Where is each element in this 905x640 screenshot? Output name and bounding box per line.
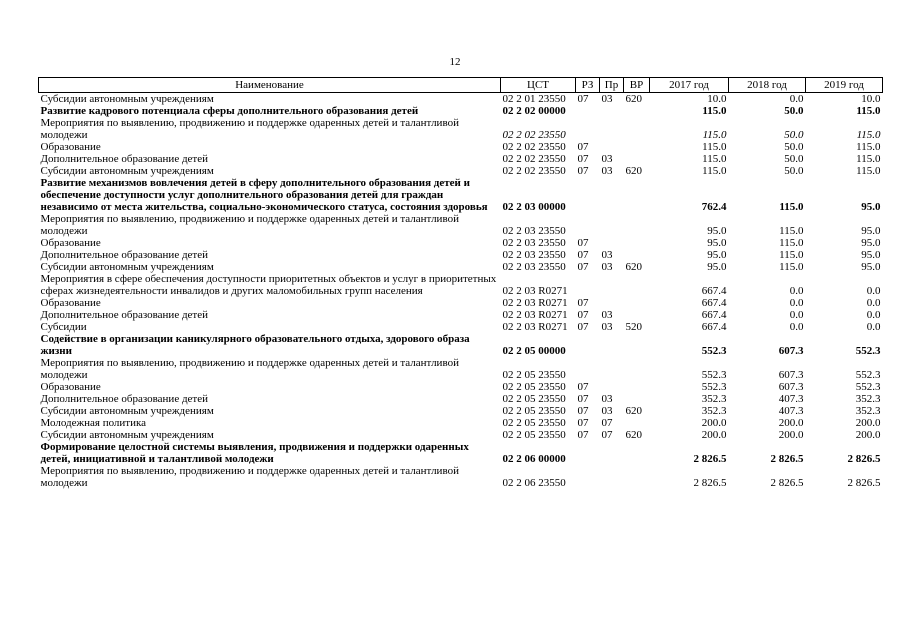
row-rz (576, 213, 600, 237)
row-vr (624, 273, 650, 297)
row-vr (624, 213, 650, 237)
row-value-2017: 95.0 (707, 225, 727, 237)
row-cst-code: 02 2 05 23550 (502, 381, 566, 393)
table-row (39, 153, 883, 165)
row-pr (600, 105, 624, 117)
row-rz: 07 (577, 237, 589, 249)
row-value-2018: 0.0 (789, 309, 804, 321)
row-value-2019: 115.0 (856, 129, 881, 141)
row-cst-code: 02 2 03 R0271 (502, 321, 568, 333)
row-name: Формирование целостной системы выявления, продвижения и поддержки одаренных детей, инициативной и талантливой молодежи (40, 441, 469, 465)
row-rz: 07 (577, 381, 589, 393)
row-rz (576, 465, 600, 489)
header-pr: Пр (600, 78, 624, 93)
row-value-2019: 200.0 (855, 417, 881, 429)
row-rz (576, 105, 600, 117)
table-row (39, 429, 883, 441)
row-rz: 07 (577, 393, 589, 405)
row-name: Молодежная политика (40, 417, 147, 429)
row-value-2019: 552.3 (855, 381, 881, 393)
row-value-2017: 95.0 (707, 237, 727, 249)
row-name: Мероприятия по выявлению, продвижению и поддержке одаренных детей и талантливой молодежи (40, 465, 459, 489)
row-value-2018: 0.0 (789, 321, 804, 333)
table-row (39, 237, 883, 249)
row-vr (624, 441, 650, 465)
row-value-2019: 352.3 (855, 393, 881, 405)
row-vr (624, 357, 650, 381)
table-row (39, 177, 883, 213)
row-name: Мероприятия по выявлению, продвижению и поддержке одаренных детей и талантливой молодежи (40, 117, 459, 141)
row-pr (600, 237, 624, 249)
row-rz: 07 (577, 261, 589, 273)
row-cst-code: 02 2 03 00000 (502, 201, 566, 213)
row-value-2018: 607.3 (778, 345, 804, 357)
row-pr (600, 465, 624, 489)
row-vr (624, 237, 650, 249)
table-row (39, 249, 883, 261)
row-value-2019: 0.0 (866, 321, 881, 333)
row-value-2017: 115.0 (702, 129, 727, 141)
row-value-2017: 10.0 (707, 93, 727, 105)
row-value-2017: 552.3 (701, 345, 727, 357)
row-vr (624, 309, 650, 321)
header-rz: РЗ (576, 78, 600, 93)
row-name: Субсидии автономным учреждениям (40, 93, 214, 105)
row-value-2017: 115.0 (702, 105, 727, 117)
row-value-2018: 0.0 (789, 285, 804, 297)
row-pr: 07 (601, 417, 613, 429)
row-pr: 03 (601, 393, 613, 405)
row-pr (600, 273, 624, 297)
table-row (39, 309, 883, 321)
row-vr (624, 141, 650, 153)
row-vr: 520 (625, 321, 642, 333)
row-cst-code: 02 2 06 23550 (502, 477, 566, 489)
row-rz: 07 (577, 153, 589, 165)
row-value-2018: 0.0 (789, 297, 804, 309)
row-value-2017: 115.0 (702, 153, 727, 165)
row-pr (600, 297, 624, 309)
row-vr: 620 (625, 93, 642, 105)
row-value-2018: 0.0 (789, 93, 804, 105)
table-row (39, 381, 883, 393)
page-number: 12 (449, 56, 461, 68)
table-row (39, 117, 883, 141)
row-value-2019: 95.0 (861, 249, 881, 261)
table-row (39, 405, 883, 417)
row-value-2018: 115.0 (779, 249, 804, 261)
row-vr (624, 249, 650, 261)
table-row (39, 261, 883, 273)
row-value-2018: 2 826.5 (770, 477, 804, 489)
row-value-2017: 667.4 (701, 309, 727, 321)
table-row (39, 417, 883, 429)
row-vr (624, 333, 650, 357)
row-value-2017: 352.3 (701, 405, 727, 417)
row-name: Образование (40, 237, 101, 249)
row-name: Субсидии автономным учреждениям (40, 165, 214, 177)
row-cst-code: 02 2 03 23550 (502, 261, 566, 273)
row-value-2017: 115.0 (702, 141, 727, 153)
row-value-2017: 552.3 (701, 381, 727, 393)
row-vr (624, 381, 650, 393)
row-value-2019: 552.3 (855, 369, 881, 381)
row-value-2017: 95.0 (707, 261, 727, 273)
row-pr: 03 (601, 321, 613, 333)
row-vr: 620 (625, 429, 642, 441)
row-rz: 07 (577, 417, 589, 429)
row-value-2018: 50.0 (784, 141, 804, 153)
row-cst-code: 02 2 05 23550 (502, 417, 566, 429)
row-value-2019: 95.0 (861, 201, 881, 213)
row-vr: 620 (625, 405, 642, 417)
row-pr (600, 177, 624, 213)
table-row (39, 441, 883, 465)
row-name: Содействие в организации каникулярного образовательного отдыха, здорового образа жизни (40, 333, 470, 357)
row-rz: 07 (577, 405, 589, 417)
row-cst-code: 02 2 05 23550 (502, 405, 566, 417)
row-rz (576, 117, 600, 141)
row-rz: 07 (577, 309, 589, 321)
row-value-2018: 115.0 (779, 237, 804, 249)
header-name: Наименование (39, 78, 501, 93)
row-name: Развитие кадрового потенциала сферы дополнительного образования детей (40, 105, 419, 117)
row-value-2017: 762.4 (701, 201, 727, 213)
header-cst: ЦСТ (501, 78, 576, 93)
header-2018: 2018 год (729, 78, 806, 93)
row-value-2018: 50.0 (784, 105, 804, 117)
table-row (39, 213, 883, 237)
row-cst-code: 02 2 03 23550 (502, 225, 566, 237)
row-cst-code: 02 2 01 23550 (502, 93, 566, 105)
row-value-2019: 10.0 (861, 93, 881, 105)
row-name: Дополнительное образование детей (40, 309, 209, 321)
row-value-2019: 95.0 (861, 225, 881, 237)
row-rz (576, 441, 600, 465)
row-vr (624, 417, 650, 429)
row-value-2019: 115.0 (856, 141, 881, 153)
row-value-2019: 95.0 (861, 261, 881, 273)
row-value-2018: 115.0 (779, 261, 804, 273)
row-rz: 07 (577, 429, 589, 441)
table-row (39, 465, 883, 489)
row-name: Мероприятия по выявлению, продвижению и поддержке одаренных детей и талантливой молодежи (40, 213, 459, 237)
row-cst-code: 02 2 03 R0271 (502, 285, 568, 297)
budget-table (38, 77, 883, 489)
row-name: Мероприятия по выявлению, продвижению и поддержке одаренных детей и талантливой молодежи (40, 357, 459, 381)
row-cst-code: 02 2 03 R0271 (502, 297, 568, 309)
row-value-2019: 115.0 (856, 105, 881, 117)
row-value-2018: 200.0 (778, 417, 804, 429)
row-rz (576, 333, 600, 357)
row-value-2017: 200.0 (701, 417, 727, 429)
row-value-2019: 0.0 (866, 285, 881, 297)
row-pr: 03 (601, 405, 613, 417)
row-value-2018: 2 826.5 (770, 453, 804, 465)
table-row (39, 93, 883, 106)
row-cst-code: 02 2 02 23550 (502, 141, 566, 153)
row-vr (624, 465, 650, 489)
row-vr: 620 (625, 165, 642, 177)
row-name: Субсидии автономным учреждениям (40, 261, 214, 273)
table-row (39, 393, 883, 405)
row-value-2019: 2 826.5 (847, 477, 881, 489)
table-header (39, 78, 883, 93)
row-rz (576, 357, 600, 381)
row-pr (600, 213, 624, 237)
row-value-2018: 607.3 (778, 381, 804, 393)
row-pr: 03 (601, 153, 613, 165)
row-value-2019: 115.0 (856, 165, 881, 177)
table-row (39, 357, 883, 381)
row-value-2019: 0.0 (866, 297, 881, 309)
row-pr (600, 141, 624, 153)
row-value-2018: 50.0 (784, 165, 804, 177)
row-value-2018: 115.0 (779, 225, 804, 237)
row-value-2018: 407.3 (778, 405, 804, 417)
row-name: Субсидии автономным учреждениям (40, 405, 214, 417)
row-cst-code: 02 2 05 23550 (502, 369, 566, 381)
row-pr: 03 (601, 249, 613, 261)
row-value-2019: 115.0 (856, 153, 881, 165)
row-cst-code: 02 2 05 00000 (502, 345, 566, 357)
table-row (39, 273, 883, 297)
table-row (39, 321, 883, 333)
row-value-2017: 552.3 (701, 369, 727, 381)
row-value-2018: 407.3 (778, 393, 804, 405)
row-vr (624, 297, 650, 309)
row-vr (624, 177, 650, 213)
row-value-2017: 667.4 (701, 285, 727, 297)
row-pr (600, 381, 624, 393)
row-name: Образование (40, 381, 101, 393)
row-value-2017: 352.3 (701, 393, 727, 405)
row-rz: 07 (577, 93, 589, 105)
row-cst-code: 02 2 02 23550 (502, 129, 566, 141)
row-pr: 03 (601, 165, 613, 177)
row-value-2019: 95.0 (861, 237, 881, 249)
header-2017: 2017 год (650, 78, 729, 93)
row-value-2018: 607.3 (778, 369, 804, 381)
row-cst-code: 02 2 05 23550 (502, 429, 566, 441)
row-rz (576, 273, 600, 297)
row-pr (600, 357, 624, 381)
row-cst-code: 02 2 03 R0271 (502, 309, 568, 321)
row-rz: 07 (577, 297, 589, 309)
row-vr (624, 117, 650, 141)
row-name: Образование (40, 297, 101, 309)
row-value-2019: 552.3 (855, 345, 881, 357)
row-pr (600, 117, 624, 141)
header-vr: ВР (624, 78, 650, 93)
row-value-2019: 2 826.5 (847, 453, 881, 465)
row-cst-code: 02 2 05 23550 (502, 393, 566, 405)
row-rz: 07 (577, 249, 589, 261)
row-name: Субсидии автономным учреждениям (40, 429, 214, 441)
table-row (39, 105, 883, 117)
row-vr (624, 153, 650, 165)
row-value-2018: 50.0 (784, 153, 804, 165)
header-2019: 2019 год (806, 78, 883, 93)
row-name: Развитие механизмов вовлечения детей в сферу дополнительного образования детей и обеспечение доступности услуг дополнительного образования детей для граждан независимо от места жительства, социально-экономического статуса, состояния здоровья (40, 177, 488, 213)
row-cst-code: 02 2 03 23550 (502, 249, 566, 261)
table-row (39, 141, 883, 153)
row-value-2017: 2 826.5 (693, 453, 727, 465)
row-name: Дополнительное образование детей (40, 249, 209, 261)
table-row (39, 297, 883, 309)
table-row (39, 165, 883, 177)
row-cst-code: 02 2 02 23550 (502, 165, 566, 177)
row-pr: 03 (601, 93, 613, 105)
row-rz (576, 177, 600, 213)
row-value-2018: 50.0 (784, 129, 804, 141)
row-vr: 620 (625, 261, 642, 273)
row-value-2019: 352.3 (855, 405, 881, 417)
row-vr (624, 105, 650, 117)
row-value-2017: 200.0 (701, 429, 727, 441)
row-value-2018: 115.0 (779, 201, 804, 213)
row-pr: 03 (601, 309, 613, 321)
row-cst-code: 02 2 02 23550 (502, 153, 566, 165)
table-row (39, 333, 883, 357)
row-cst-code: 02 2 06 00000 (502, 453, 566, 465)
row-rz: 07 (577, 141, 589, 153)
row-pr: 07 (601, 429, 613, 441)
row-pr: 03 (601, 261, 613, 273)
row-vr (624, 393, 650, 405)
row-rz: 07 (577, 321, 589, 333)
row-name: Мероприятия в сфере обеспечения доступности приоритетных объектов и услуг в приоритетных сферах жизнедеятельности инвалидов и других маломобильных групп населения (40, 273, 497, 297)
row-name: Субсидии (40, 321, 87, 333)
row-value-2018: 200.0 (778, 429, 804, 441)
row-value-2019: 0.0 (866, 309, 881, 321)
table-body (39, 93, 883, 490)
row-value-2017: 115.0 (702, 165, 727, 177)
row-name: Дополнительное образование детей (40, 153, 209, 165)
row-rz: 07 (577, 165, 589, 177)
row-value-2017: 667.4 (701, 297, 727, 309)
row-name: Дополнительное образование детей (40, 393, 209, 405)
row-value-2017: 95.0 (707, 249, 727, 261)
row-cst-code: 02 2 03 23550 (502, 237, 566, 249)
row-cst-code: 02 2 02 00000 (502, 105, 566, 117)
row-value-2017: 667.4 (701, 321, 727, 333)
row-pr (600, 333, 624, 357)
row-pr (600, 441, 624, 465)
row-value-2019: 200.0 (855, 429, 881, 441)
row-name: Образование (40, 141, 101, 153)
row-value-2017: 2 826.5 (693, 477, 727, 489)
